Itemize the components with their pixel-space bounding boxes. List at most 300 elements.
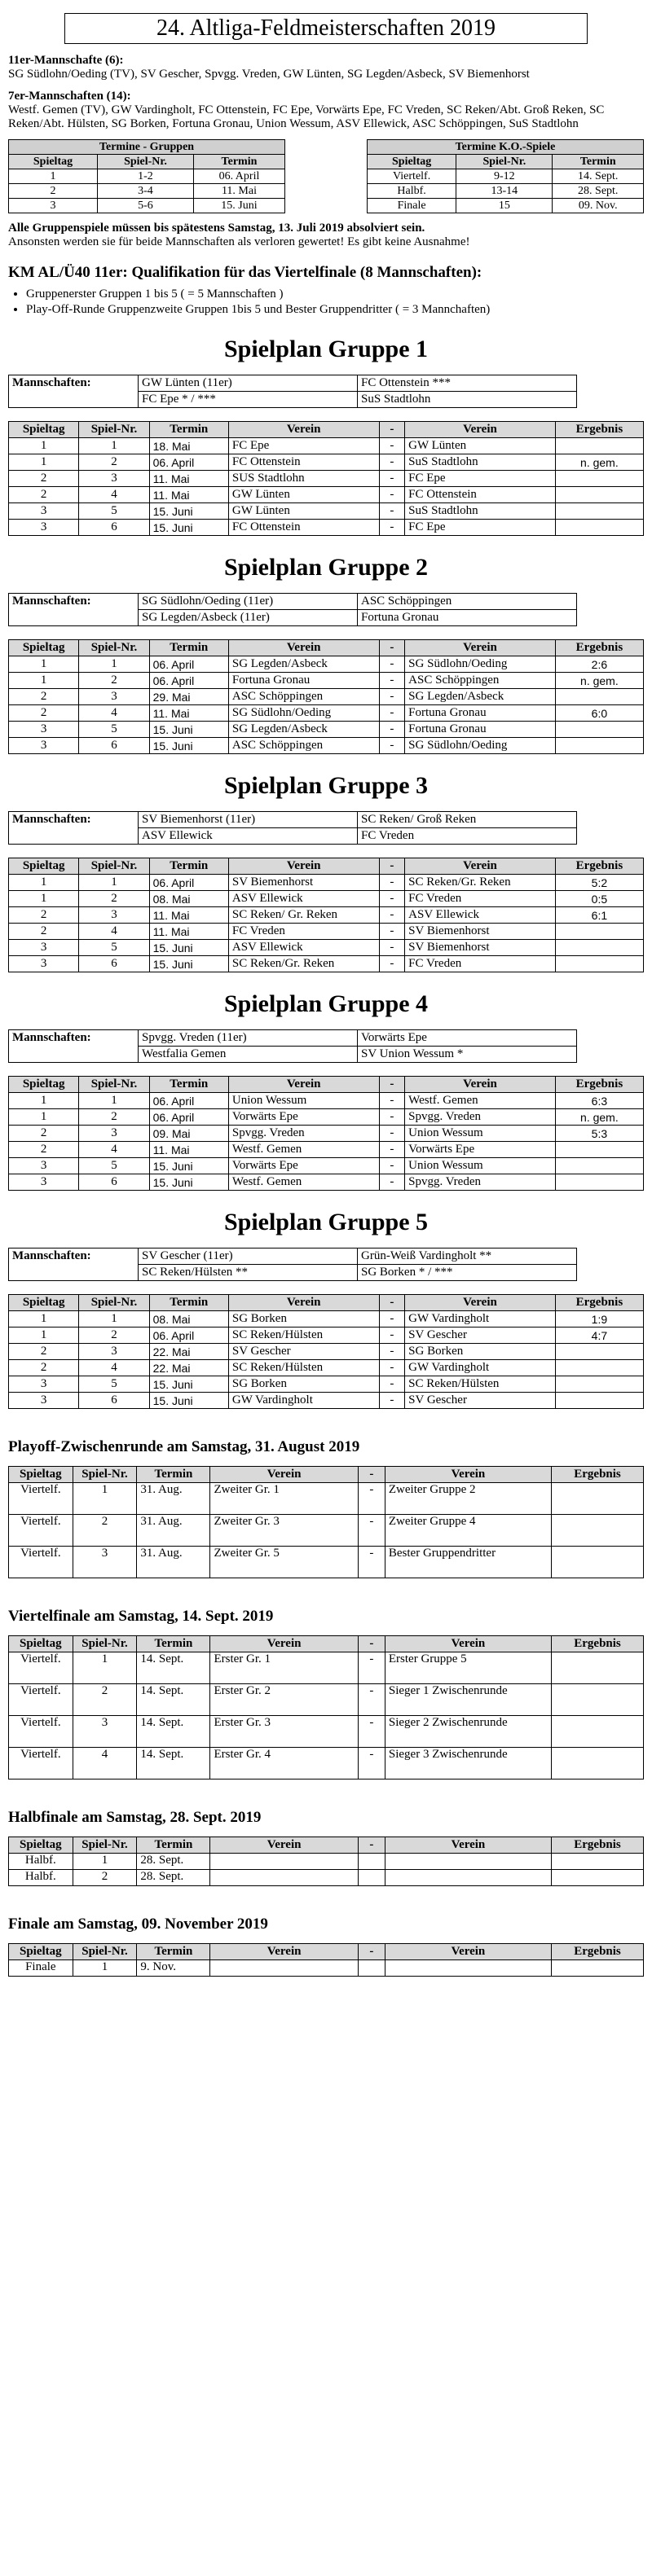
table-cell: 3: [9, 199, 98, 213]
ko-container: [8, 1438, 644, 1977]
table-cell: 3: [9, 956, 79, 972]
table-cell: 31. Aug.: [137, 1515, 210, 1547]
table-cell: -: [379, 722, 405, 738]
table-cell: 3: [9, 503, 79, 520]
table-row: [9, 184, 285, 199]
table-header: Verein: [405, 422, 556, 438]
teams-label: [9, 828, 139, 845]
table-cell: 15. Juni: [149, 520, 228, 536]
table-cell: 15. Juni: [149, 956, 228, 972]
team-name: SC Reken/ Groß Reken: [358, 812, 577, 828]
table-cell: 11. Mai: [193, 184, 284, 199]
table-row: [9, 1748, 644, 1780]
table-cell: 6: [79, 956, 149, 972]
table-cell: 1: [9, 1311, 79, 1327]
table-cell: -: [379, 907, 405, 924]
table-cell: [555, 487, 643, 503]
table-header: Termin: [149, 422, 228, 438]
table-cell: [555, 1393, 643, 1409]
table-cell: GW Lünten: [405, 438, 556, 454]
table-cell: 6:3: [555, 1093, 643, 1109]
table-header: Ergebnis: [555, 640, 643, 656]
table-header: Termin: [137, 1944, 210, 1960]
table-cell: SG Legden/Asbeck: [228, 656, 379, 673]
table-cell: FC Ottenstein: [405, 487, 556, 503]
table-cell: 4: [79, 1142, 149, 1158]
table-cell: SC Reken/Gr. Reken: [228, 956, 379, 972]
deadline-note-text: Ansonsten werden sie für beide Mannschaften als verloren gewertet! Es gibt keine Ausnahme!: [8, 235, 470, 248]
table-row: [9, 956, 644, 972]
table-cell: FC Epe: [405, 520, 556, 536]
table-header: Ergebnis: [555, 858, 643, 875]
table-row: [368, 169, 644, 184]
table-header: Spieltag: [9, 155, 98, 169]
table-cell: 1: [9, 438, 79, 454]
table-cell: Halbf.: [9, 1870, 73, 1886]
table-header: Verein: [405, 858, 556, 875]
table-cell: 08. Mai: [149, 1311, 228, 1327]
table-cell: 1: [9, 1327, 79, 1344]
table-cell: SV Biemenhorst: [228, 875, 379, 891]
table-cell: 3: [73, 1547, 137, 1578]
table-cell: SV Biemenhorst: [405, 940, 556, 956]
table-header: -: [358, 1837, 385, 1854]
table-cell: 22. Mai: [149, 1360, 228, 1376]
team-name: FC Epe * / ***: [139, 392, 358, 408]
table-cell: 11. Mai: [149, 924, 228, 940]
table-cell: 6: [79, 1174, 149, 1191]
table-cell: SG Südlohn/Oeding: [228, 705, 379, 722]
table-cell: 5-6: [97, 199, 193, 213]
teams-11er-list: SG Südlohn/Oeding (TV), SV Gescher, Spvgg. Vreden, GW Lünten, SG Legden/Asbeck, SV Biemenhorst: [8, 68, 530, 81]
team-name: SG Borken * / ***: [358, 1265, 577, 1281]
table-cell: 1: [9, 875, 79, 891]
table-cell: 2: [79, 891, 149, 907]
table-cell: -: [379, 1393, 405, 1409]
table-cell: 2: [9, 705, 79, 722]
table-row: [9, 1716, 644, 1748]
table-cell: Viertelf.: [9, 1652, 73, 1684]
team-name: Westfalia Gemen: [139, 1047, 358, 1063]
table-row: [9, 924, 644, 940]
table-cell: 9-12: [456, 169, 553, 184]
table-header-row: [9, 858, 644, 875]
table-cell: Westf. Gemen: [228, 1142, 379, 1158]
group-title: Spielplan Gruppe 5: [223, 1209, 429, 1235]
table-cell: [555, 1360, 643, 1376]
table-cell: 1: [9, 891, 79, 907]
table-header: Spieltag: [9, 640, 79, 656]
table-cell: 2: [9, 471, 79, 487]
table-cell: -: [379, 656, 405, 673]
table-row: [9, 1344, 644, 1360]
table-cell: [552, 1716, 644, 1748]
section-title: Playoff-Zwischenrunde am Samstag, 31. August 2019: [8, 1438, 360, 1455]
table-header: Verein: [405, 640, 556, 656]
table-row: [9, 812, 577, 828]
table-row: [9, 1158, 644, 1174]
table-cell: 2: [73, 1870, 137, 1886]
table-cell: 28. Sept.: [137, 1854, 210, 1870]
table-cell: 6:0: [555, 705, 643, 722]
table-row: [9, 375, 577, 392]
table-cell: 11. Mai: [149, 471, 228, 487]
table-cell: 6: [79, 520, 149, 536]
table-cell: 06. April: [149, 875, 228, 891]
table-cell: 06. April: [149, 673, 228, 689]
group-section-4: [8, 990, 644, 1191]
table-header: Spiel-Nr.: [79, 1295, 149, 1311]
table-header: Termin: [137, 1837, 210, 1854]
section-title: Viertelfinale am Samstag, 14. Sept. 2019: [8, 1608, 274, 1625]
table-header: -: [379, 422, 405, 438]
table-cell: 2: [79, 1327, 149, 1344]
table-cell: GW Lünten: [228, 487, 379, 503]
table-cell: Viertelf.: [368, 169, 456, 184]
table-header-row: [9, 1837, 644, 1854]
table-row: [9, 1047, 577, 1063]
table-header: Termin: [149, 858, 228, 875]
table-cell: 1: [73, 1652, 137, 1684]
group-teams-table: [8, 811, 577, 845]
table-cell: [555, 722, 643, 738]
table-cell: [552, 1684, 644, 1716]
table-cell: 14. Sept.: [137, 1716, 210, 1748]
table-cell: Viertelf.: [9, 1515, 73, 1547]
team-name: Fortuna Gronau: [358, 610, 577, 626]
table-row: [9, 1109, 644, 1126]
table-cell: 2: [9, 1360, 79, 1376]
table-cell: [555, 940, 643, 956]
table-header-row: [9, 1944, 644, 1960]
table-cell: SV Gescher: [405, 1327, 556, 1344]
table-cell: [555, 520, 643, 536]
table-row: [9, 656, 644, 673]
table-cell: 3: [73, 1716, 137, 1748]
table-cell: -: [379, 705, 405, 722]
table-cell: [210, 1960, 358, 1977]
table-cell: 15. Juni: [149, 1158, 228, 1174]
group-schedule-table: [8, 858, 644, 972]
table-cell: Halbf.: [9, 1854, 73, 1870]
table-header: Termin: [149, 1295, 228, 1311]
table-header: Spieltag: [9, 1944, 73, 1960]
team-name: FC Vreden: [358, 828, 577, 845]
table-cell: 1: [79, 1093, 149, 1109]
table-cell: -: [358, 1748, 385, 1780]
table-row: [9, 471, 644, 487]
table-cell: [555, 1174, 643, 1191]
teams-7er-heading: 7er-Mannschaften (14):: [8, 90, 131, 103]
teams-label: [9, 1047, 139, 1063]
table-row: [9, 1174, 644, 1191]
table-cell: -: [358, 1684, 385, 1716]
table-cell: SG Südlohn/Oeding: [405, 656, 556, 673]
table-cell: 1: [9, 656, 79, 673]
table-cell: [552, 1960, 644, 1977]
table-cell: 15. Juni: [149, 738, 228, 754]
table-cell: 1: [79, 875, 149, 891]
table-cell: ASC Schöppingen: [405, 673, 556, 689]
table-row: [9, 487, 644, 503]
table-cell: 5: [79, 940, 149, 956]
groups-container: [8, 336, 644, 1409]
table-cell: 2: [9, 924, 79, 940]
table-cell: Zweiter Gruppe 4: [385, 1515, 551, 1547]
table-cell: GW Vardingholt: [405, 1360, 556, 1376]
table-cell: 3: [9, 1393, 79, 1409]
table-cell: [385, 1870, 551, 1886]
table-row: [9, 738, 644, 754]
table-cell: -: [379, 891, 405, 907]
table-cell: -: [379, 1311, 405, 1327]
table-cell: Westf. Gemen: [228, 1174, 379, 1191]
table-cell: 2: [79, 1109, 149, 1126]
table-cell: Finale: [368, 199, 456, 213]
table-cell: 4: [73, 1748, 137, 1780]
table-cell: [385, 1960, 551, 1977]
table-cell: n. gem.: [555, 673, 643, 689]
table-cell: FC Vreden: [405, 956, 556, 972]
table-cell: -: [379, 956, 405, 972]
table-cell: [555, 471, 643, 487]
table-row: [9, 1854, 644, 1870]
table-row: [9, 1142, 644, 1158]
group-teams-table: [8, 593, 577, 626]
table-cell: 3: [9, 1158, 79, 1174]
teams-label: Mannschaften:: [9, 812, 139, 828]
table-header: Termin: [137, 1636, 210, 1652]
table-cell: Vorwärts Epe: [405, 1142, 556, 1158]
km-heading: KM AL/Ü40 11er: Qualifikation für das Viertelfinale (8 Mannschaften):: [8, 264, 482, 281]
table-cell: 1: [9, 1109, 79, 1126]
table-cell: 3: [79, 907, 149, 924]
table-cell: 2: [9, 487, 79, 503]
table-cell: Erster Gr. 1: [210, 1652, 358, 1684]
table-cell: Erster Gr. 2: [210, 1684, 358, 1716]
table-cell: 11. Mai: [149, 487, 228, 503]
table-cell: [555, 1158, 643, 1174]
table-cell: 1: [79, 438, 149, 454]
table-header: Ergebnis: [555, 1295, 643, 1311]
table-header: Verein: [228, 1077, 379, 1093]
table-cell: 1: [9, 454, 79, 471]
table-cell: -: [379, 1344, 405, 1360]
table-cell: [555, 738, 643, 754]
table-cell: 15. Juni: [193, 199, 284, 213]
table-cell: [385, 1854, 551, 1870]
table-cell: 15. Juni: [149, 722, 228, 738]
team-name: SV Gescher (11er): [139, 1249, 358, 1265]
table-cell: SC Reken/Hülsten: [228, 1327, 379, 1344]
table-cell: [358, 1870, 385, 1886]
table-cell: FC Epe: [405, 471, 556, 487]
table-row: [9, 1684, 644, 1716]
table-cell: Viertelf.: [9, 1483, 73, 1515]
table-row: [9, 1030, 577, 1047]
table-row: [9, 907, 644, 924]
table-row: [9, 1547, 644, 1578]
table-row: [9, 1265, 577, 1281]
table-header: Termin: [137, 1467, 210, 1483]
table-row: [9, 610, 577, 626]
table-cell: 1: [9, 1093, 79, 1109]
table-cell: SV Biemenhorst: [405, 924, 556, 940]
table-cell: -: [379, 673, 405, 689]
table-cell: 1: [79, 1311, 149, 1327]
table-header-row: [9, 1077, 644, 1093]
table-header: Verein: [210, 1944, 358, 1960]
table-row: [9, 1126, 644, 1142]
table-cell: 4: [79, 1360, 149, 1376]
table-cell: 22. Mai: [149, 1344, 228, 1360]
table-row: [9, 689, 644, 705]
table-cell: 1: [9, 673, 79, 689]
table-cell: ASC Schöppingen: [228, 738, 379, 754]
table-row: [9, 673, 644, 689]
table-cell: 15. Juni: [149, 1174, 228, 1191]
table-header: -: [358, 1944, 385, 1960]
table-cell: 3: [9, 1174, 79, 1191]
group-teams-table: [8, 375, 577, 408]
table-header: Verein: [228, 1295, 379, 1311]
table-cell: 09. Nov.: [553, 199, 644, 213]
table-header: Verein: [385, 1837, 551, 1854]
teams-label: Mannschaften:: [9, 594, 139, 610]
table-cell: [552, 1547, 644, 1578]
table-cell: -: [358, 1716, 385, 1748]
table-cell: 9. Nov.: [137, 1960, 210, 1977]
table-row: [9, 1360, 644, 1376]
table-cell: -: [379, 438, 405, 454]
table-row: [9, 722, 644, 738]
table-cell: GW Lünten: [228, 503, 379, 520]
team-name: ASC Schöppingen: [358, 594, 577, 610]
table-cell: 14. Sept.: [137, 1684, 210, 1716]
table-cell: 6: [79, 738, 149, 754]
table-cell: 11. Mai: [149, 705, 228, 722]
table-header: Spieltag: [9, 1636, 73, 1652]
table-cell: Vorwärts Epe: [228, 1158, 379, 1174]
table-cell: [555, 503, 643, 520]
team-name: Vorwärts Epe: [358, 1030, 577, 1047]
table-cell: SuS Stadtlohn: [405, 454, 556, 471]
table-cell: 29. Mai: [149, 689, 228, 705]
table-cell: Viertelf.: [9, 1547, 73, 1578]
table-header: Spieltag: [9, 1467, 73, 1483]
table-cell: 06. April: [149, 1093, 228, 1109]
playoff-table: [8, 1466, 644, 1578]
table-header: Spiel-Nr.: [73, 1944, 137, 1960]
table-cell: Fortuna Gronau: [228, 673, 379, 689]
table-header: Termin: [553, 155, 644, 169]
table-header: Spiel-Nr.: [73, 1636, 137, 1652]
halbfinale-section: [8, 1809, 644, 1886]
table-header: -: [358, 1636, 385, 1652]
table-cell: 2: [9, 184, 98, 199]
table-cell: 2: [9, 1344, 79, 1360]
table-cell: 2: [73, 1684, 137, 1716]
table-cell: Zweiter Gruppe 2: [385, 1483, 551, 1515]
table-row: [9, 891, 644, 907]
table-header: Spiel-Nr.: [79, 858, 149, 875]
table-cell: 4: [79, 705, 149, 722]
table-cell: -: [379, 1109, 405, 1126]
table-cell: -: [379, 471, 405, 487]
table-cell: ASV Ellewick: [228, 891, 379, 907]
table-cell: SC Reken/Hülsten: [228, 1360, 379, 1376]
table-row: [9, 1376, 644, 1393]
table-cell: 2: [9, 1126, 79, 1142]
table-row: [9, 392, 577, 408]
table-cell: [555, 924, 643, 940]
table-header: Termin: [149, 1077, 228, 1093]
table-cell: SV Gescher: [228, 1344, 379, 1360]
table-cell: 1:9: [555, 1311, 643, 1327]
table-cell: SG Borken: [228, 1376, 379, 1393]
table-cell: FC Vreden: [228, 924, 379, 940]
group-section-3: [8, 772, 644, 972]
table-header: Verein: [385, 1467, 551, 1483]
table-cell: 28. Sept.: [137, 1870, 210, 1886]
table-cell: SG Borken: [405, 1344, 556, 1360]
table-cell: Fortuna Gronau: [405, 705, 556, 722]
table-header: Spieltag: [368, 155, 456, 169]
group-title: Spielplan Gruppe 4: [223, 990, 429, 1017]
table-cell: 06. April: [149, 1327, 228, 1344]
table-header: Spieltag: [9, 1295, 79, 1311]
table-cell: 11. Mai: [149, 1142, 228, 1158]
table-header: Spiel-Nr.: [97, 155, 193, 169]
table-cell: -: [379, 689, 405, 705]
table-cell: -: [379, 1126, 405, 1142]
group-title: Spielplan Gruppe 1: [223, 336, 429, 362]
table-cell: 3: [79, 1344, 149, 1360]
table-header: Ergebnis: [552, 1837, 644, 1854]
table-cell: 1: [79, 656, 149, 673]
table-cell: Zweiter Gr. 3: [210, 1515, 358, 1547]
table-cell: -: [358, 1483, 385, 1515]
table-cell: 15. Juni: [149, 503, 228, 520]
table-row: [9, 594, 577, 610]
teams-label: Mannschaften:: [9, 1249, 139, 1265]
table-header: Spieltag: [9, 422, 79, 438]
table-header: Verein: [210, 1837, 358, 1854]
table-header: Spieltag: [9, 858, 79, 875]
table-cell: [552, 1748, 644, 1780]
table-header: Verein: [385, 1636, 551, 1652]
table-cell: [358, 1960, 385, 1977]
table-header-row: [9, 1467, 644, 1483]
termine-gruppen-table: [8, 139, 285, 213]
table-cell: 6: [79, 1393, 149, 1409]
playoff-section: [8, 1438, 644, 1578]
table-cell: 15. Juni: [149, 940, 228, 956]
table-cell: n. gem.: [555, 454, 643, 471]
table-cell: 31. Aug.: [137, 1483, 210, 1515]
table-cell: FC Epe: [228, 438, 379, 454]
table-row: [9, 454, 644, 471]
table-header: Spieltag: [9, 1837, 73, 1854]
table-cell: 1: [73, 1960, 137, 1977]
table-cell: -: [379, 875, 405, 891]
viertelfinale-table: [8, 1635, 644, 1780]
termine-ko-table: [367, 139, 644, 213]
table-cell: 15: [456, 199, 553, 213]
team-name: FC Ottenstein ***: [358, 375, 577, 392]
table-row: [9, 1393, 644, 1409]
table-header: Ergebnis: [552, 1467, 644, 1483]
